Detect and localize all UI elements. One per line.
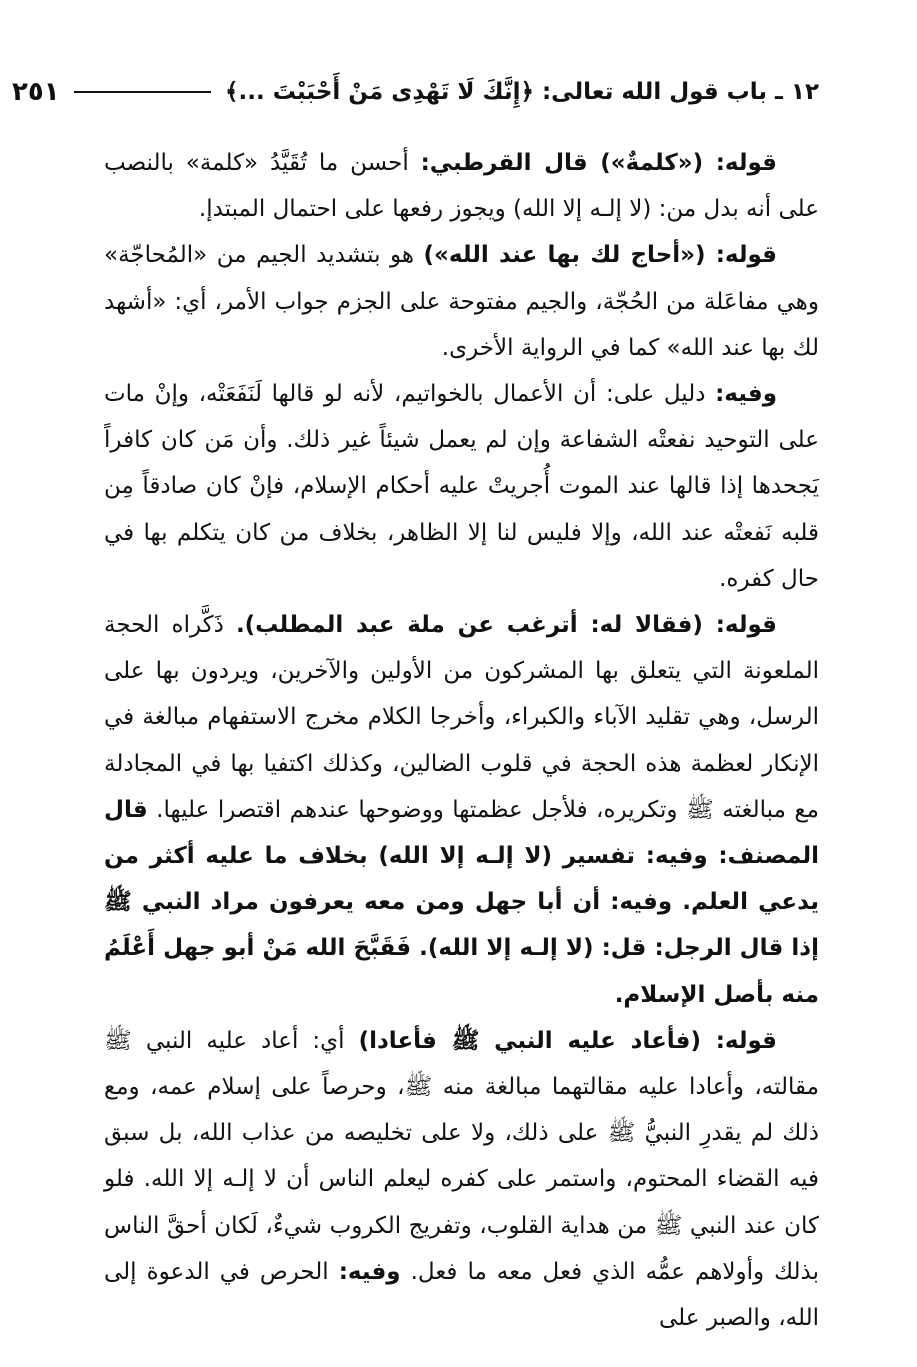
chapter-title: ١٢ ـ باب قول الله تعالى: ﴿إِنَّكَ لَا تَهْدِى مَنْ أَحْبَبْتَ ...﴾ (225, 79, 819, 105)
paragraph-lead: قوله: («كلمةٌ») قال القرطبي: (420, 150, 777, 176)
paragraph-lead: قوله: («أحاج لك بها عند الله») (423, 242, 777, 269)
paragraph-lead: قوله: (فأعاد عليه النبي ﷺ فأعادا) (358, 1027, 777, 1054)
author-remark: قال المصنف: وفيه: تفسير (لا إلـه إلا الله) بخلاف ما عليه أكثر من يدعي العلم. وفيه: أن أبا جهل ومن معه يعرفون مراد النبي ﷺ إذا قال الرجل: قل: (لا إلـه إلا الله). فَقَبَّحَ الله مَنْ أبو جهل أَعْلَمُ منه بأصل الإسلام. (104, 796, 819, 1008)
header-rule (74, 91, 211, 93)
paragraph-lead: وفيه: (338, 1258, 401, 1285)
paragraph-faaada (104, 1018, 819, 1341)
paragraph-wafihi-khawatim (104, 371, 819, 602)
paragraph-lead: وفيه: (715, 381, 777, 408)
paragraph-kalima (104, 140, 819, 232)
running-header (12, 72, 819, 112)
paragraph-text: دليل على: أن الأعمال بالخواتيم، لأنه لو قالها لَنَفَعَتْه، وإنْ مات على التوحيد نفعتْه الشفاعة وإن لم يعمل شيئاً غير ذلك. وأن مَن كان كافراً يَجحدها إذا قالها عند الموت أُجريتْ عليه أحكام الإسلام، فإنْ كان صادقاً مِن قلبه نَفعتْه عند الله، وإلا فليس لنا إلا الظاهر، بخلاف من كان يتكلم بها في حال كفره. (104, 381, 819, 592)
page-body (104, 140, 819, 1341)
paragraph-uhajj (104, 232, 819, 371)
paragraph-text: ذَكَّراه الحجة الملعونة التي يتعلق بها المشركون من الأولين والآخرين، ويردون بها على الرسل، وهي تقليد الآباء والكبراء، وأخرجا الكلام مخرج الاستفهام مبالغة في الإنكار لعظمة هذه الحجة في قلوب الضالين، وكذلك اكتفيا بها في المجادلة مع مبالغته ﷺ وتكريره، فلأجل عظمتها ووضوحها عندهم اقتصرا عليها. (104, 612, 819, 823)
paragraph-text: هو بتشديد الجيم من «المُحاجّة» وهي مفاعَلة من الحُجّة، والجيم مفتوحة على الجزم جواب الأمر، أي: «أشهد لك بها عند الله» كما في الرواية الأخرى. (104, 242, 819, 361)
page-number: ٢٥١ (12, 77, 60, 107)
paragraph-text: أي: أعاد عليه النبي ﷺ مقالته، وأعادا عليه مقالتهما مبالغة منه ﷺ، وحرصاً على إسلام عمه، ومع ذلك لم يقدرِ النبيُّ ﷺ على ذلك، ولا على تخليصه من عذاب الله، بل سبق فيه القضاء المحتوم، واستمر على كفره ليعلم الناس أن لا إلـه إلا الله. فلو كان عند النبي ﷺ من هداية القلوب، وتفريج الكروب شيءٌ، لَكان أحقَّ الناس بذلك وأولاهم عمُّه الذي فعل معه ما فعل. (104, 1027, 819, 1285)
paragraph-lead: قوله: (فقالا له: أترغب عن ملة عبد المطلب). (235, 612, 777, 639)
paragraph-atarghab (104, 602, 819, 1018)
paragraph-text: أحسن ما تُقَيَّدُ «كلمة» بالنصب على أنه بدل من: (لا إلـه إلا الله) ويجوز رفعها على احتمال المبتدإ. (104, 150, 819, 223)
paragraph-text: الحرص في الدعوة إلى الله، والصبر على (104, 1258, 819, 1332)
